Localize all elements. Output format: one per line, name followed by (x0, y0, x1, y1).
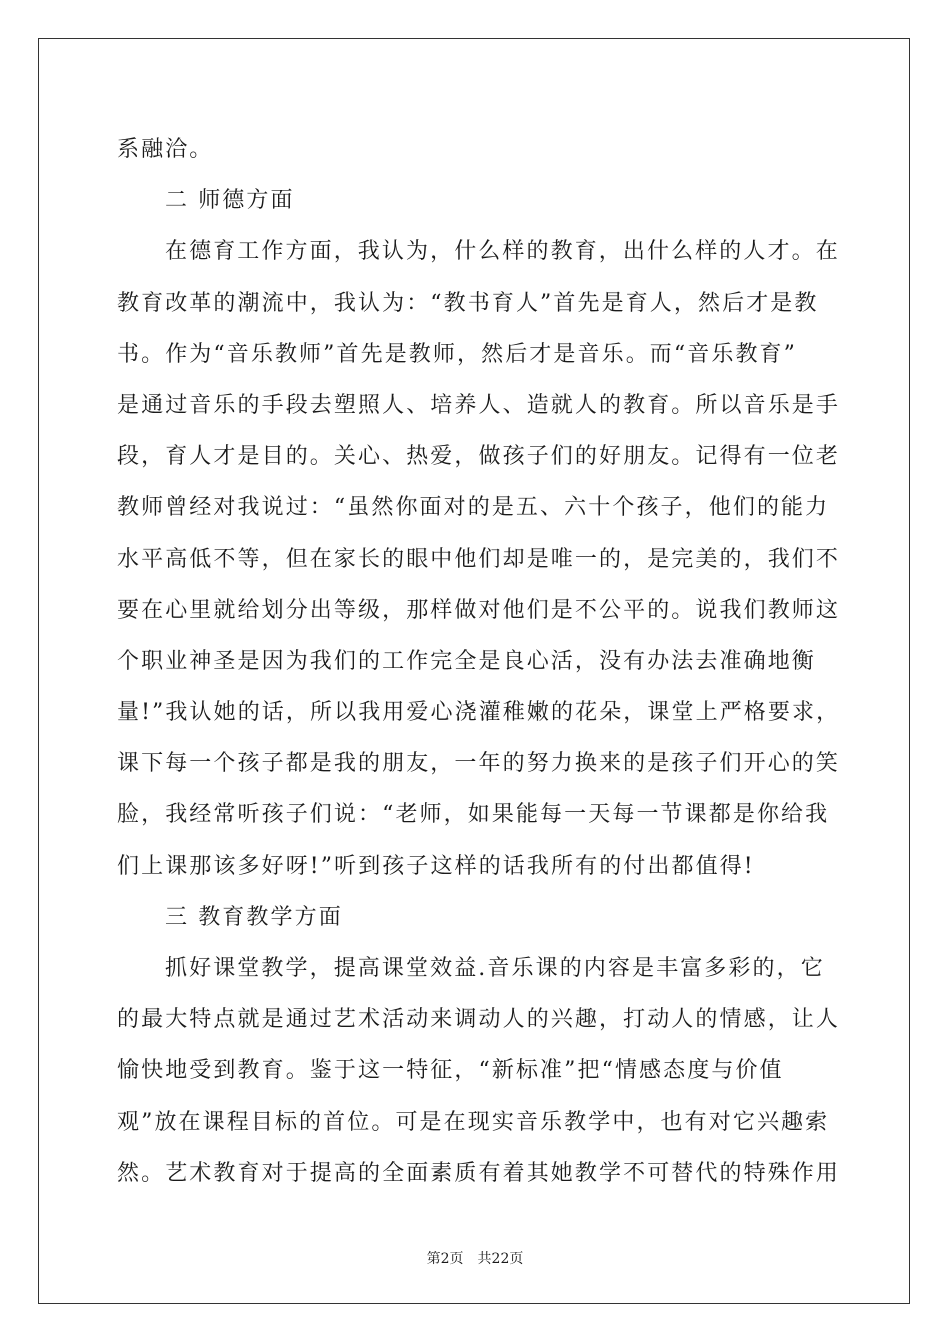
page-number: 第2页 (426, 1251, 464, 1267)
text-line: 书。作为“音乐教师”首先是教师，然后才是音乐。而“音乐教育” (117, 341, 797, 367)
document-body (117, 124, 841, 1199)
text-line: 教育改革的潮流中，我认为：“教书育人”首先是育人，然后才是教 (117, 290, 819, 316)
text-line: 愉快地受到教育。鉴于这一特征，“新标准”把“情感态度与价值 (117, 1058, 784, 1084)
text-line: 个职业神圣是因为我们的工作完全是良心活，没有办法去准确地衡 (117, 648, 816, 674)
text-line: 段，育人才是目的。关心、热爱，做孩子们的好朋友。记得有一位老 (117, 444, 841, 470)
text-line: 观”放在课程目标的首位。可是在现实音乐教学中，也有对它兴趣索 (117, 1109, 830, 1135)
text-line: 然。艺术教育对于提高的全面素质有着其她教学不可替代的特殊作用 (117, 1160, 841, 1186)
text-line: 们上课那该多好呀!”听到孩子这样的话我所有的付出都值得! (117, 853, 755, 879)
text-line: 在德育工作方面，我认为，什么样的教育，出什么样的人才。在 (165, 239, 840, 265)
text-line: 要在心里就给划分出等级，那样做对他们是不公平的。说我们教师这 (117, 597, 841, 623)
text-line: 教师曾经对我说过：“虽然你面对的是五、六十个孩子，他们的能力 (117, 495, 830, 521)
text-line: 是通过音乐的手段去塑照人、培养人、造就人的教育。所以音乐是手 (117, 392, 841, 418)
text-line: 的最大特点就是通过艺术活动来调动人的兴趣，打动人的情感，让人 (117, 1007, 841, 1033)
text-line: 水平高低不等，但在家长的眼中他们却是唯一的，是完美的，我们不 (117, 546, 841, 572)
page-footer (0, 1248, 950, 1268)
page-total: 共22页 (477, 1251, 524, 1267)
text-line: 系融洽。 (117, 137, 214, 162)
section-heading: 三 教育教学方面 (165, 904, 343, 930)
text-line: 脸，我经常听孩子们说：“老师，如果能每一天每一节课都是你给我 (117, 802, 830, 828)
text-line: 抓好课堂教学，提高课堂效益.音乐课的内容是丰富多彩的，它 (165, 956, 825, 981)
text-line: 课下每一个孩子都是我的朋友，一年的努力换来的是孩子们开心的笑 (117, 751, 841, 777)
section-heading: 二 师德方面 (165, 188, 295, 214)
text-line: 量!”我认她的话，所以我用爱心浇灌稚嫩的花朵，课堂上严格要求， (117, 700, 841, 726)
